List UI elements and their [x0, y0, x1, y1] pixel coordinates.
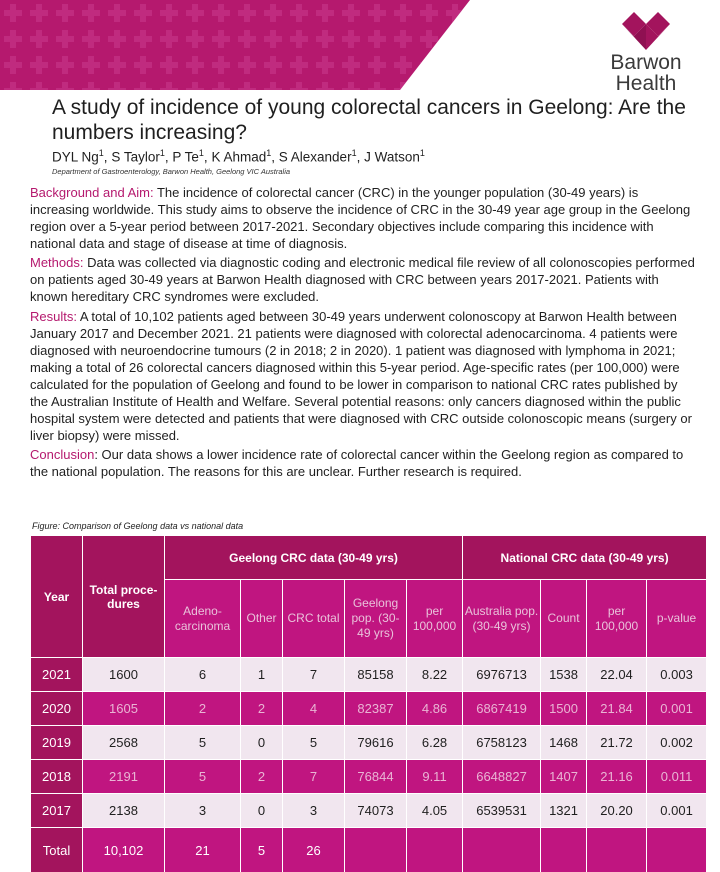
- conclusion-heading: Conclusion: [30, 447, 95, 462]
- table-cell: 21.84: [587, 692, 647, 726]
- author-affiliation: 1: [98, 148, 104, 158]
- table-cell: 6758123: [463, 726, 541, 760]
- comparison-table: [30, 535, 707, 872]
- author: P Te: [172, 149, 199, 165]
- row-year: 2021: [31, 658, 83, 692]
- table-cell: 1: [241, 658, 283, 692]
- table-cell: [647, 828, 707, 872]
- table-cell: 1500: [541, 692, 587, 726]
- table-row: [31, 726, 707, 760]
- column-header: Other: [241, 580, 283, 658]
- author-list: DYL Ng$^1$, S Taylor$^1$, P Te$^1$, K Ahmad$^1$, S Alexander$^1$, J Watson$^1$: [52, 148, 425, 165]
- row-year: 2020: [31, 692, 83, 726]
- row-year: 2018: [31, 760, 83, 794]
- column-header: Adeno-carcinoma: [165, 580, 241, 658]
- table-cell: 2138: [83, 794, 165, 828]
- table-row: [31, 692, 707, 726]
- conclusion-section: [30, 446, 695, 480]
- table-cell: 5: [165, 760, 241, 794]
- results-heading: Results:: [30, 309, 77, 324]
- author: S Taylor: [111, 149, 160, 165]
- table-cell: 7: [283, 658, 345, 692]
- table-cell: 0: [241, 726, 283, 760]
- methods-section: [30, 254, 695, 305]
- row-year: 2017: [31, 794, 83, 828]
- table-cell: 7: [283, 760, 345, 794]
- abstract-body: [30, 184, 695, 482]
- table-cell: 10,102: [83, 828, 165, 872]
- table-cell: 6648827: [463, 760, 541, 794]
- table-cell: 5: [283, 726, 345, 760]
- column-header: Count: [541, 580, 587, 658]
- column-header: per 100,000: [587, 580, 647, 658]
- author-affiliation: 1: [351, 148, 357, 158]
- barwon-health-logo: [586, 12, 706, 94]
- table-cell: 4: [283, 692, 345, 726]
- table-cell: 1600: [83, 658, 165, 692]
- column-header: p-value: [647, 580, 707, 658]
- column-header: Geelong pop. (30-49 yrs): [345, 580, 407, 658]
- table-cell: [541, 828, 587, 872]
- table-cell: 4.86: [407, 692, 463, 726]
- author: S Alexander: [278, 149, 352, 165]
- geelong-group-header: Geelong CRC data (30-49 yrs): [165, 536, 463, 580]
- logo-text-line1: Barwon: [610, 51, 682, 74]
- table-cell: 82387: [345, 692, 407, 726]
- column-header: CRC total: [283, 580, 345, 658]
- table-cell: 0.001: [647, 692, 707, 726]
- department-line: Department of Gastroenterology, Barwon Health, Geelong VIC Australia: [52, 167, 291, 176]
- table-cell: 1468: [541, 726, 587, 760]
- table-cell: 2568: [83, 726, 165, 760]
- table-cell: [407, 828, 463, 872]
- table-cell: 1605: [83, 692, 165, 726]
- author-affiliation: 1: [198, 148, 204, 158]
- background-text: The incidence of colorectal cancer (CRC) in the younger population (30-49 years) is increasing worldwide. This study aims to observe the incidence of CRC in the 30-49 year age group in the Geelong region over a 5-year period between 2017-2021. Secondary objectives include comparing this incidence with national data and stage of disease at time of diagnosis.: [30, 185, 691, 251]
- column-header: Australia pop. (30-49 yrs): [463, 580, 541, 658]
- table-cell: 5: [241, 828, 283, 872]
- table-cell: 26: [283, 828, 345, 872]
- table-cell: 21: [165, 828, 241, 872]
- conclusion-text: : Our data shows a lower incidence rate of colorectal cancer within the Geelong region as compared to the national population. The reasons for this are unclear. Further research is required.: [30, 447, 684, 479]
- table-cell: 6539531: [463, 794, 541, 828]
- author-affiliation: 1: [266, 148, 272, 158]
- table-cell: [587, 828, 647, 872]
- table-cell: 74073: [345, 794, 407, 828]
- row-year: Total: [31, 828, 83, 872]
- table-cell: 2: [165, 692, 241, 726]
- table-cell: 2: [241, 692, 283, 726]
- logo-text-line2: Health: [615, 72, 677, 95]
- author: J Watson: [364, 149, 420, 165]
- table-cell: 6867419: [463, 692, 541, 726]
- table-row: [31, 794, 707, 828]
- methods-heading: Methods:: [30, 255, 84, 270]
- table-row: [31, 658, 707, 692]
- national-group-header: National CRC data (30-49 yrs): [463, 536, 707, 580]
- table-cell: 3: [283, 794, 345, 828]
- table-cell: 2: [241, 760, 283, 794]
- author-affiliation: 1: [419, 148, 425, 158]
- table-cell: 9.11: [407, 760, 463, 794]
- poster-title: A study of incidence of young colorectal cancers in Geelong: Are the numbers increasing?: [52, 96, 686, 144]
- table-cell: 1321: [541, 794, 587, 828]
- results-section: [30, 308, 695, 444]
- table-cell: 76844: [345, 760, 407, 794]
- table-cell: 6: [165, 658, 241, 692]
- table-cell: 22.04: [587, 658, 647, 692]
- table-cell: 0.002: [647, 726, 707, 760]
- table-cell: 21.72: [587, 726, 647, 760]
- table-cell: 6.28: [407, 726, 463, 760]
- background-heading: Background and Aim:: [30, 185, 154, 200]
- total-procedures-header: Total proce-dures: [83, 536, 165, 658]
- heart-logo-icon: [622, 12, 670, 52]
- row-year: 2019: [31, 726, 83, 760]
- table-cell: 6976713: [463, 658, 541, 692]
- table-cell: 21.16: [587, 760, 647, 794]
- table-cell: 1538: [541, 658, 587, 692]
- table-cell: 20.20: [587, 794, 647, 828]
- total-row: [31, 828, 707, 872]
- table-cell: 79616: [345, 726, 407, 760]
- table-cell: 8.22: [407, 658, 463, 692]
- table-cell: [345, 828, 407, 872]
- year-header: Year: [31, 536, 83, 658]
- figure-caption: Figure: Comparison of Geelong data vs national data: [32, 521, 244, 531]
- table-cell: 3: [165, 794, 241, 828]
- header-banner: [0, 0, 470, 90]
- table-cell: 0.001: [647, 794, 707, 828]
- table-cell: 0: [241, 794, 283, 828]
- author: DYL Ng: [52, 149, 99, 165]
- background-section: [30, 184, 695, 252]
- table-cell: 0.011: [647, 760, 707, 794]
- table-cell: 1407: [541, 760, 587, 794]
- table-row: [31, 760, 707, 794]
- column-header: per 100,000: [407, 580, 463, 658]
- table-cell: 0.003: [647, 658, 707, 692]
- methods-text: Data was collected via diagnostic coding and electronic medical file review of all colonoscopies performed on patients aged 30-49 years at Barwon Health diagnosed with CRC between years 2017-2021. Patients with known hereditary CRC syndromes were excluded.: [30, 255, 695, 304]
- table-cell: 2191: [83, 760, 165, 794]
- table-cell: 5: [165, 726, 241, 760]
- table-cell: [463, 828, 541, 872]
- author-affiliation: 1: [159, 148, 165, 158]
- table-cell: 4.05: [407, 794, 463, 828]
- author: K Ahmad: [211, 149, 267, 165]
- table-cell: 85158: [345, 658, 407, 692]
- results-text: A total of 10,102 patients aged between 30-49 years underwent colonoscopy at Barwon Health between January 2017 and December 2021. 21 patients were diagnosed with colorectal adenocarcinoma. 4 patients were diagnosed with neuroendocrine tumours (2 in 2018; 2 in 2020). 1 patient was diagnosed with lymphoma in 2021; making a total of 26 colorectal cancers diagnosed within this 5-year period. Age-specific rates (per 100,000) were calculated for the population of Geelong and found to be lower in comparison to national CRC rates published by the Australian Institute of Health and Welfare. Several potential reasons: only cancers diagnosed within the public hospital system were detected and patients that were diagnosed with CRC outside colonoscopic means (surgery or liver biopsy) were missed.: [30, 309, 692, 443]
